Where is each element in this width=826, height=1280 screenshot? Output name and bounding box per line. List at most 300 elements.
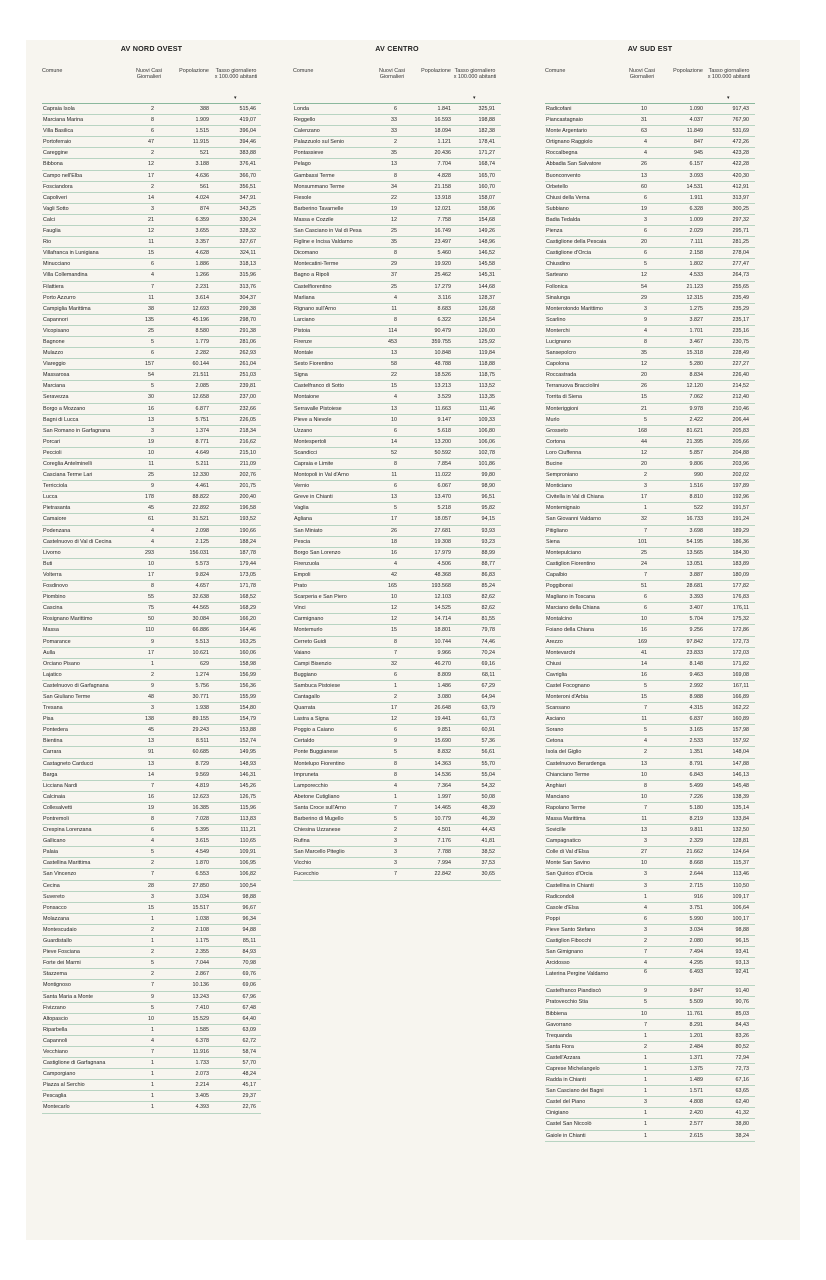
nuovi-casi-cell: 11 xyxy=(641,816,647,822)
popolazione-cell: 9.847 xyxy=(689,988,703,995)
nuovi-casi-cell: 75 xyxy=(148,605,154,612)
tasso-cell: 110,50 xyxy=(732,882,749,889)
comune-cell: Chiusi della Verna xyxy=(546,194,590,201)
tasso-cell: 230,75 xyxy=(732,338,749,345)
popolazione-cell: 9.966 xyxy=(437,649,451,656)
nuovi-casi-cell: 45 xyxy=(148,505,154,512)
nuovi-casi-cell: 1 xyxy=(151,1071,154,1078)
tasso-cell: 235,16 xyxy=(732,327,749,334)
popolazione-cell: 9.256 xyxy=(689,627,703,634)
sort-desc-icon[interactable]: ▾ xyxy=(727,95,730,101)
table-row xyxy=(545,548,755,559)
nuovi-casi-cell: 8 xyxy=(394,316,397,323)
popolazione-cell: 30.771 xyxy=(192,693,209,700)
comune-cell: Casole d'Elsa xyxy=(546,904,579,911)
popolazione-cell: 7.994 xyxy=(437,860,451,867)
comune-cell: Serravalle Pistoiese xyxy=(294,405,342,412)
nuovi-casi-cell: 35 xyxy=(391,239,397,246)
table-row xyxy=(545,614,755,625)
tasso-cell: 69,76 xyxy=(242,971,256,978)
popolazione-cell: 15.318 xyxy=(686,350,703,357)
table-row xyxy=(545,104,755,115)
table-row xyxy=(293,570,501,581)
table-row xyxy=(545,426,755,437)
nuovi-casi-cell: 18 xyxy=(391,538,397,545)
column-header-tasso[interactable]: Tasso giornaliero x 100.000 abitanti xyxy=(453,68,497,80)
table-row xyxy=(293,215,501,226)
tasso-cell: 203,96 xyxy=(732,461,749,467)
table-row xyxy=(293,703,501,714)
popolazione-cell: 4.037 xyxy=(689,117,703,124)
popolazione-cell: 14.363 xyxy=(434,760,451,767)
nuovi-casi-cell: 8 xyxy=(394,461,397,467)
sort-desc-icon[interactable]: ▾ xyxy=(234,95,237,101)
popolazione-cell: 8.809 xyxy=(437,671,451,678)
comune-cell: Capolona xyxy=(546,361,570,368)
nuovi-casi-cell: 10 xyxy=(641,616,647,623)
table-row xyxy=(293,858,501,869)
nuovi-casi-cell: 4 xyxy=(394,560,397,567)
tasso-cell: 531,69 xyxy=(732,128,749,135)
popolazione-cell: 1.009 xyxy=(689,216,703,223)
popolazione-cell: 1.266 xyxy=(195,272,209,279)
tasso-cell: 235,29 xyxy=(732,305,749,312)
popolazione-cell: 12.103 xyxy=(434,594,451,601)
popolazione-cell: 5.395 xyxy=(195,827,209,834)
comune-cell: Monteroni d'Arbia xyxy=(546,693,589,700)
comune-cell: Vernio xyxy=(294,483,310,490)
tasso-cell: 235,17 xyxy=(732,316,749,323)
nuovi-casi-cell: 3 xyxy=(151,427,154,434)
table-row xyxy=(545,514,755,525)
popolazione-cell: 21.395 xyxy=(686,438,703,445)
nuovi-casi-cell: 9 xyxy=(394,738,397,745)
table-row xyxy=(293,259,501,270)
column-header-pop[interactable]: Popolazione xyxy=(673,68,703,74)
table-row xyxy=(545,781,755,792)
tasso-cell: 300,25 xyxy=(732,205,749,212)
table-row xyxy=(545,659,755,670)
popolazione-cell: 8.771 xyxy=(195,438,209,445)
nuovi-casi-cell: 1 xyxy=(151,1060,154,1067)
tasso-cell: 94,15 xyxy=(481,516,495,523)
popolazione-cell: 13.918 xyxy=(434,194,451,201)
table-row xyxy=(293,736,501,747)
popolazione-cell: 2.282 xyxy=(195,350,209,357)
column-header-tasso[interactable]: Tasso giornaliero x 100.000 abitanti xyxy=(214,68,258,80)
comune-cell: Loro Ciuffenna xyxy=(546,449,582,456)
table-row xyxy=(293,548,501,559)
popolazione-cell: 7.364 xyxy=(437,782,451,789)
popolazione-cell: 6.843 xyxy=(689,771,703,778)
nuovi-casi-cell: 5 xyxy=(394,749,397,756)
table-row xyxy=(293,470,501,481)
nuovi-casi-cell: 7 xyxy=(644,705,647,712)
popolazione-cell: 522 xyxy=(694,505,703,512)
column-headers xyxy=(42,68,261,104)
nuovi-casi-cell: 8 xyxy=(394,760,397,767)
table-row xyxy=(293,381,501,392)
column-header-pop[interactable]: Popolazione xyxy=(421,68,451,74)
nuovi-casi-cell: 21 xyxy=(148,216,154,223)
table-row xyxy=(293,825,501,836)
popolazione-cell: 5.513 xyxy=(195,638,209,645)
popolazione-cell: 50.592 xyxy=(434,449,451,456)
comune-cell: Terranuova Bracciolini xyxy=(546,383,600,390)
nuovi-casi-cell: 9 xyxy=(644,988,647,995)
tasso-cell: 100,17 xyxy=(732,915,749,922)
popolazione-cell: 3.034 xyxy=(689,926,703,933)
table-row xyxy=(293,293,501,304)
tasso-cell: 313,97 xyxy=(732,194,749,201)
comune-cell: Montepulciano xyxy=(546,549,582,556)
table-row xyxy=(293,537,501,548)
comune-cell: Castelnuovo Berardenga xyxy=(546,760,606,767)
popolazione-cell: 30.084 xyxy=(192,616,209,623)
nuovi-casi-cell: 2 xyxy=(151,671,154,678)
nuovi-casi-cell: 16 xyxy=(148,793,154,800)
table-row xyxy=(42,392,261,403)
column-header-comune[interactable]: Comune xyxy=(42,68,63,74)
table-row xyxy=(545,337,755,348)
nuovi-casi-cell: 2 xyxy=(151,150,154,157)
nuovi-casi-cell: 3 xyxy=(394,838,397,845)
comune-cell: Pontedera xyxy=(43,727,68,734)
tasso-cell: 119,84 xyxy=(478,350,495,357)
popolazione-cell: 8.580 xyxy=(195,327,209,334)
comune-cell: Pieve Fosciana xyxy=(43,949,80,956)
popolazione-cell: 17.979 xyxy=(434,549,451,556)
tasso-cell: 56,61 xyxy=(481,749,495,756)
nuovi-casi-cell: 6 xyxy=(644,194,647,201)
tasso-cell: 57,70 xyxy=(242,1060,256,1067)
popolazione-cell: 16.593 xyxy=(434,117,451,124)
comune-cell: Molazzana xyxy=(43,915,70,922)
table-row xyxy=(42,903,261,914)
popolazione-cell: 1.275 xyxy=(689,305,703,312)
nuovi-casi-cell: 25 xyxy=(391,228,397,235)
popolazione-cell: 847 xyxy=(694,139,703,146)
comune-cell: Palazzuolo sul Senio xyxy=(294,139,345,146)
popolazione-cell: 3.116 xyxy=(437,294,451,301)
tasso-cell: 162,22 xyxy=(732,705,749,712)
nuovi-casi-cell: 1 xyxy=(151,938,154,945)
popolazione-cell: 14.465 xyxy=(434,804,451,811)
comune-cell: Capraia Isola xyxy=(43,106,75,112)
column-header-comune[interactable]: Comune xyxy=(545,68,566,74)
table-row xyxy=(42,282,261,293)
popolazione-cell: 1.870 xyxy=(195,860,209,867)
comune-cell: Siena xyxy=(546,538,560,545)
nuovi-casi-cell: 22 xyxy=(391,194,397,201)
tasso-cell: 172,03 xyxy=(732,649,749,656)
nuovi-casi-cell: 12 xyxy=(148,228,154,235)
table-row xyxy=(545,259,755,270)
table-row xyxy=(545,459,755,470)
tasso-cell: 330,24 xyxy=(239,216,256,223)
table-row xyxy=(42,404,261,415)
nuovi-casi-cell: 6 xyxy=(151,128,154,135)
nuovi-casi-cell: 6 xyxy=(394,483,397,490)
comune-cell: Pistoia xyxy=(294,327,311,334)
popolazione-cell: 5.751 xyxy=(195,416,209,423)
tasso-cell: 148,04 xyxy=(732,749,749,756)
popolazione-cell: 14.525 xyxy=(434,605,451,612)
popolazione-cell: 6.359 xyxy=(195,216,209,223)
table-row xyxy=(42,659,261,670)
comune-cell: Colle di Val d'Elsa xyxy=(546,849,589,856)
tasso-cell: 93,23 xyxy=(481,538,495,545)
nuovi-casi-cell: 3 xyxy=(644,882,647,889)
comune-cell: Agliana xyxy=(294,516,312,523)
tasso-cell: 93,13 xyxy=(735,960,749,967)
table-row xyxy=(545,725,755,736)
comune-cell: Montemurlo xyxy=(294,627,323,634)
tasso-cell: 106,06 xyxy=(478,438,495,445)
column-header-casi[interactable]: Nuovi Casi Giornalieri xyxy=(135,68,163,80)
tasso-cell: 64,40 xyxy=(242,1015,256,1022)
nuovi-casi-cell: 15 xyxy=(391,383,397,390)
comune-cell: Montescudaio xyxy=(43,926,77,933)
comune-cell: Bagni di Lucca xyxy=(43,416,79,423)
comune-cell: Cinigiano xyxy=(546,1110,569,1117)
tasso-cell: 135,14 xyxy=(732,804,749,811)
comune-cell: Coreglia Antelminelli xyxy=(43,461,92,467)
nuovi-casi-cell: 33 xyxy=(391,128,397,135)
popolazione-cell: 18.094 xyxy=(434,128,451,135)
nuovi-casi-cell: 8 xyxy=(151,816,154,822)
nuovi-casi-cell: 12 xyxy=(641,361,647,368)
tasso-cell: 394,46 xyxy=(239,139,256,146)
popolazione-cell: 2.329 xyxy=(689,838,703,845)
popolazione-cell: 2.158 xyxy=(689,250,703,257)
popolazione-cell: 7.854 xyxy=(437,461,451,467)
popolazione-cell: 3.615 xyxy=(195,838,209,845)
tasso-cell: 145,31 xyxy=(478,272,495,279)
nuovi-casi-cell: 17 xyxy=(148,172,154,179)
column-header-comune[interactable]: Comune xyxy=(293,68,314,74)
tasso-cell: 324,11 xyxy=(239,250,256,257)
popolazione-cell: 359.755 xyxy=(431,338,451,345)
comune-cell: Bucine xyxy=(546,461,563,467)
sort-desc-icon[interactable]: ▾ xyxy=(473,95,476,101)
table-row xyxy=(545,226,755,237)
popolazione-cell: 48.368 xyxy=(434,571,451,578)
nuovi-casi-cell: 7 xyxy=(394,649,397,656)
popolazione-cell: 44.565 xyxy=(192,605,209,612)
tasso-cell: 201,75 xyxy=(239,483,256,490)
tasso-cell: 163,25 xyxy=(239,638,256,645)
popolazione-cell: 10.621 xyxy=(192,649,209,656)
comune-cell: Castelfiorentino xyxy=(294,283,332,290)
tasso-cell: 396,04 xyxy=(239,128,256,135)
tasso-cell: 327,67 xyxy=(239,239,256,246)
nuovi-casi-cell: 16 xyxy=(148,405,154,412)
nuovi-casi-cell: 101 xyxy=(638,538,647,545)
tasso-cell: 22,76 xyxy=(242,1104,256,1111)
table-row xyxy=(293,614,501,625)
popolazione-cell: 3.467 xyxy=(689,338,703,345)
comune-cell: Fucecchio xyxy=(294,871,319,878)
tasso-cell: 158,07 xyxy=(478,194,495,201)
tasso-cell: 164,46 xyxy=(239,627,256,634)
table-row xyxy=(42,648,261,659)
popolazione-cell: 12.120 xyxy=(686,383,703,390)
table-row xyxy=(293,392,501,403)
tasso-cell: 72,73 xyxy=(735,1065,749,1072)
comune-cell: Manciano xyxy=(546,793,570,800)
popolazione-cell: 14.531 xyxy=(686,183,703,190)
tasso-cell: 412,91 xyxy=(732,183,749,190)
table-row xyxy=(293,759,501,770)
popolazione-cell: 2.080 xyxy=(689,938,703,945)
table-row xyxy=(293,282,501,293)
tasso-cell: 160,70 xyxy=(478,183,495,190)
popolazione-cell: 5.509 xyxy=(689,999,703,1006)
tasso-cell: 157,92 xyxy=(732,738,749,745)
comune-cell: Campagnatico xyxy=(546,838,581,845)
nuovi-casi-cell: 48 xyxy=(148,693,154,700)
comune-cell: Calenzano xyxy=(294,128,320,135)
popolazione-cell: 8.511 xyxy=(195,738,209,745)
tasso-cell: 190,66 xyxy=(239,527,256,534)
comune-cell: Palaia xyxy=(43,849,58,856)
nuovi-casi-cell: 4 xyxy=(644,139,647,146)
comune-cell: Santa Maria a Monte xyxy=(43,993,94,1000)
nuovi-casi-cell: 9 xyxy=(151,682,154,689)
tasso-cell: 38,52 xyxy=(481,849,495,856)
comune-cell: Castellina in Chianti xyxy=(546,882,594,889)
comune-cell: Sambuca Pistoiese xyxy=(294,682,341,689)
table-row xyxy=(42,958,261,969)
nuovi-casi-cell: 1 xyxy=(394,682,397,689)
tasso-cell: 191,24 xyxy=(732,516,749,523)
table-row xyxy=(42,171,261,182)
tasso-cell: 146,52 xyxy=(478,250,495,257)
column-header-casi[interactable]: Nuovi Casi Giornalieri xyxy=(378,68,406,80)
column-header-pop[interactable]: Popolazione xyxy=(179,68,209,74)
popolazione-cell: 1.779 xyxy=(195,338,209,345)
tasso-cell: 158,06 xyxy=(478,205,495,212)
table-row xyxy=(293,603,501,614)
popolazione-cell: 46.270 xyxy=(434,660,451,667)
comune-cell: Montelupo Fiorentino xyxy=(294,760,345,767)
popolazione-cell: 1.090 xyxy=(689,106,703,112)
comune-cell: Uzzano xyxy=(294,427,313,434)
nuovi-casi-cell: 24 xyxy=(641,560,647,567)
table-row xyxy=(42,1047,261,1058)
nuovi-casi-cell: 9 xyxy=(151,483,154,490)
comune-cell: Marciana xyxy=(43,383,66,390)
tasso-cell: 125,92 xyxy=(478,338,495,345)
tasso-cell: 98,88 xyxy=(735,926,749,933)
table-row xyxy=(42,559,261,570)
tasso-cell: 172,86 xyxy=(732,627,749,634)
comune-cell: Guardistallo xyxy=(43,938,72,945)
tasso-cell: 376,41 xyxy=(239,161,256,168)
popolazione-cell: 7.111 xyxy=(690,239,703,246)
tasso-cell: 297,32 xyxy=(732,216,749,223)
table-row xyxy=(545,293,755,304)
tasso-cell: 92,41 xyxy=(735,969,749,976)
table-row xyxy=(545,858,755,869)
nuovi-casi-cell: 38 xyxy=(148,305,154,312)
table-row xyxy=(545,215,755,226)
tasso-cell: 239,81 xyxy=(239,383,256,390)
tasso-cell: 138,39 xyxy=(732,793,749,800)
nuovi-casi-cell: 15 xyxy=(641,693,647,700)
comune-cell: Firenze xyxy=(294,338,312,345)
tasso-cell: 74,46 xyxy=(481,638,495,645)
popolazione-cell: 4.501 xyxy=(437,827,451,834)
table-row xyxy=(42,359,261,370)
table-row xyxy=(42,448,261,459)
column-header-tasso[interactable]: Tasso giornaliero x 100.000 abitanti xyxy=(707,68,751,80)
nuovi-casi-cell: 2 xyxy=(151,971,154,978)
tasso-cell: 167,11 xyxy=(732,682,749,689)
popolazione-cell: 6.157 xyxy=(689,161,703,168)
tasso-cell: 917,43 xyxy=(732,106,749,112)
popolazione-cell: 16.385 xyxy=(192,804,209,811)
comune-cell: Pienza xyxy=(546,228,563,235)
nuovi-casi-cell: 30 xyxy=(148,394,154,401)
table-row xyxy=(42,503,261,514)
comune-cell: Rio xyxy=(43,239,52,246)
comune-cell: Vaglia xyxy=(294,505,309,512)
comune-cell: Rufina xyxy=(294,838,310,845)
comune-cell: Campo nell'Elba xyxy=(43,172,83,179)
tasso-cell: 96,67 xyxy=(242,904,256,911)
tasso-cell: 126,54 xyxy=(478,316,495,323)
nuovi-casi-cell: 32 xyxy=(641,516,647,523)
popolazione-cell: 97.842 xyxy=(686,638,703,645)
comune-cell: Asciano xyxy=(546,716,566,723)
section-title: AV SUD EST xyxy=(627,44,673,53)
comune-cell: San Giovanni Valdarno xyxy=(546,516,602,523)
comune-cell: Massa xyxy=(43,627,59,634)
table-row xyxy=(545,958,755,969)
table-row xyxy=(42,592,261,603)
table-row xyxy=(293,792,501,803)
tasso-cell: 60,91 xyxy=(481,727,495,734)
popolazione-cell: 4.024 xyxy=(195,194,209,201)
popolazione-cell: 9.806 xyxy=(689,461,703,467)
table-row xyxy=(293,526,501,537)
popolazione-cell: 66.886 xyxy=(192,627,209,634)
nuovi-casi-cell: 5 xyxy=(644,416,647,423)
tasso-cell: 419,07 xyxy=(239,117,256,124)
tasso-cell: 173,05 xyxy=(239,571,256,578)
comune-cell: Vagli Sotto xyxy=(43,205,69,212)
table-row xyxy=(545,986,755,997)
column-header-casi[interactable]: Nuovi Casi Giornalieri xyxy=(628,68,656,80)
tasso-cell: 38,24 xyxy=(735,1132,749,1139)
table-row xyxy=(42,869,261,880)
table-row xyxy=(293,814,501,825)
tasso-cell: 63,79 xyxy=(481,705,495,712)
comune-cell: Crespina Lorenzana xyxy=(43,827,92,834)
popolazione-cell: 2.029 xyxy=(689,228,703,235)
tasso-cell: 192,96 xyxy=(732,494,749,501)
nuovi-casi-cell: 7 xyxy=(151,1048,154,1055)
table-row xyxy=(42,1091,261,1102)
tasso-cell: 85,11 xyxy=(242,938,256,945)
nuovi-casi-cell: 63 xyxy=(641,128,647,135)
popolazione-cell: 12.658 xyxy=(192,394,209,401)
table-row xyxy=(545,1131,755,1142)
popolazione-cell: 7.028 xyxy=(195,816,209,822)
table-row xyxy=(545,592,755,603)
